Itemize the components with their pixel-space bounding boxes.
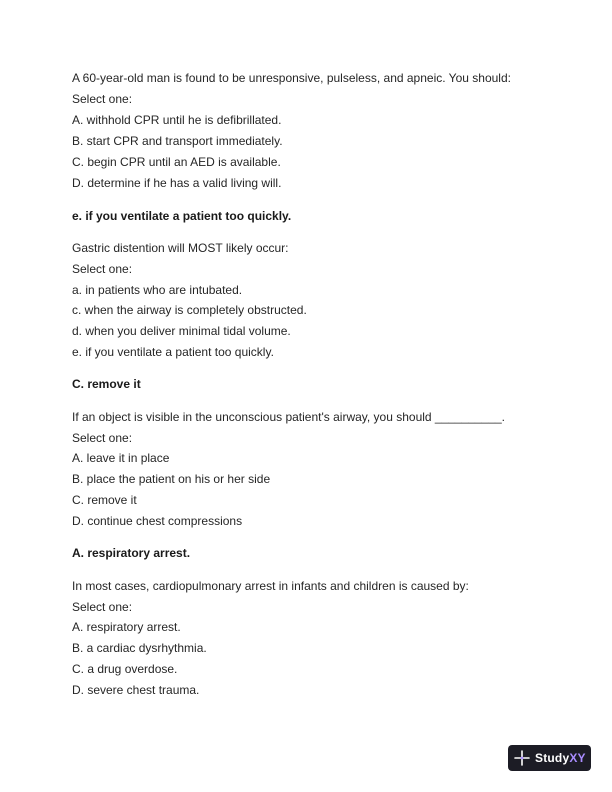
question-1-option-b: B. start CPR and transport immediately. xyxy=(72,134,283,148)
question-3-option-c: C. remove it xyxy=(72,493,137,507)
question-3-option-b: B. place the patient on his or her side xyxy=(72,472,271,486)
question-4-option-d: D. severe chest trauma. xyxy=(72,683,200,697)
question-3-select-label: Select one: xyxy=(72,431,133,445)
studyxy-logo-text xyxy=(535,751,586,765)
question-2-option-e: e. if you ventilate a patient too quickly. xyxy=(72,345,274,359)
question-3-option-a: A. leave it in place xyxy=(72,451,170,465)
question-3-option-d: D. continue chest compressions xyxy=(72,514,243,528)
answer-2: C. remove it xyxy=(72,377,141,391)
brand-accent: XY xyxy=(569,751,586,765)
question-2-option-d: d. when you deliver minimal tidal volume. xyxy=(72,324,291,338)
question-1-option-c: C. begin CPR until an AED is available. xyxy=(72,155,281,169)
question-1-select-label: Select one: xyxy=(72,92,133,106)
question-1-text: A 60-year-old man is found to be unresponsive, pulseless, and apneic. You should: xyxy=(72,71,511,85)
answer-1: e. if you ventilate a patient too quickly. xyxy=(72,209,292,223)
question-1-option-d: D. determine if he has a valid living will. xyxy=(72,176,282,190)
plus-sparkle-icon xyxy=(514,750,530,766)
question-3-text: If an object is visible in the unconscious patient's airway, you should __________. xyxy=(72,410,506,424)
question-2-select-label: Select one: xyxy=(72,262,133,276)
question-4-option-c: C. a drug overdose. xyxy=(72,662,178,676)
question-4-text: In most cases, cardiopulmonary arrest in infants and children is caused by: xyxy=(72,579,469,593)
question-2-option-a: a. in patients who are intubated. xyxy=(72,283,243,297)
question-1-option-a: A. withhold CPR until he is defibrillated. xyxy=(72,113,282,127)
question-2-option-c: c. when the airway is completely obstructed. xyxy=(72,303,307,317)
answer-3: A. respiratory arrest. xyxy=(72,546,191,560)
studyxy-badge[interactable] xyxy=(508,745,591,771)
question-4-select-label: Select one: xyxy=(72,600,133,614)
question-4-option-a: A. respiratory arrest. xyxy=(72,620,181,634)
question-2-text: Gastric distention will MOST likely occur: xyxy=(72,241,289,255)
question-4-option-b: B. a cardiac dysrhythmia. xyxy=(72,641,207,655)
brand-main: Study xyxy=(535,751,570,765)
